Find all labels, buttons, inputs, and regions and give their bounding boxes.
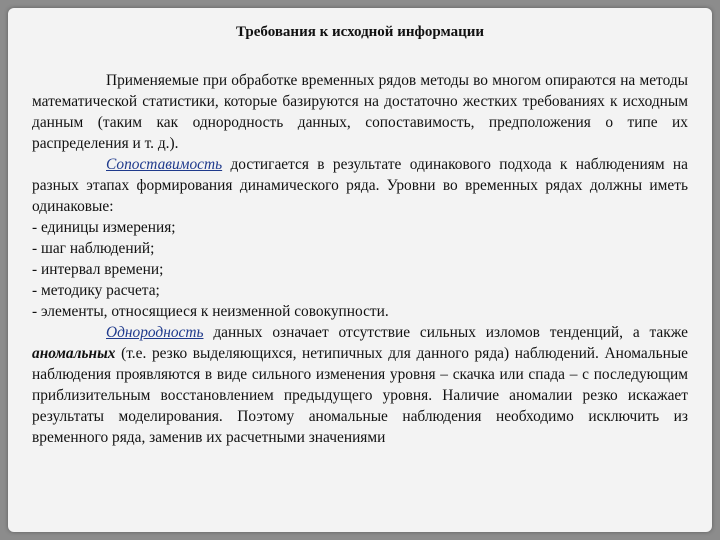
paragraph-intro: Применяемые при обработке временных рядов методы во многом опираются на методы математической статистики, которые базируются на достаточно жестких требованиях к исходным данным (таким как однородность данных, сопоставимость, предположения о типе их распределения и т. д.). (32, 72, 688, 152)
page-title: Требования к исходной информации (235, 24, 485, 40)
comparability-text: достигается в результате одинакового подхода к наблюдениям на разных этапах формирования динамического ряда. Уровни во временных рядах должны иметь одинаковые: (32, 156, 688, 215)
list-item: - элементы, относящиеся к неизменной совокупности. (32, 303, 389, 320)
homogeneity-text-c: (т.е. резко выделяющихся, нетипичных для данного ряда) наблюдений. Аномальные наблюдения проявляются в виде сильного изменения уровня – скачка или спада – с последующим приблизительным восстановлением предыдущего уровня. Наличие аномалии резко искажает результаты моделирования. Поэтому аномальные наблюдения необходимо исключить из временного ряда, заменив их расчетными значениями (32, 345, 688, 446)
list-item: - шаг наблюдений; (32, 240, 155, 257)
list-item: - методику расчета; (32, 282, 160, 299)
term-comparability: Сопоставимость (106, 156, 223, 173)
list-item: - единицы измерения; (32, 219, 176, 236)
paragraph-homogeneity (32, 322, 688, 448)
slide-body (32, 70, 688, 448)
list-item: - интервал времени; (32, 261, 164, 278)
paragraph-comparability (32, 154, 688, 217)
term-anomalous: аномальных (32, 345, 116, 362)
homogeneity-text-a: данных означает отсутствие сильных изломов тенденций, а также (203, 324, 688, 341)
term-homogeneity: Однородность (106, 324, 204, 341)
